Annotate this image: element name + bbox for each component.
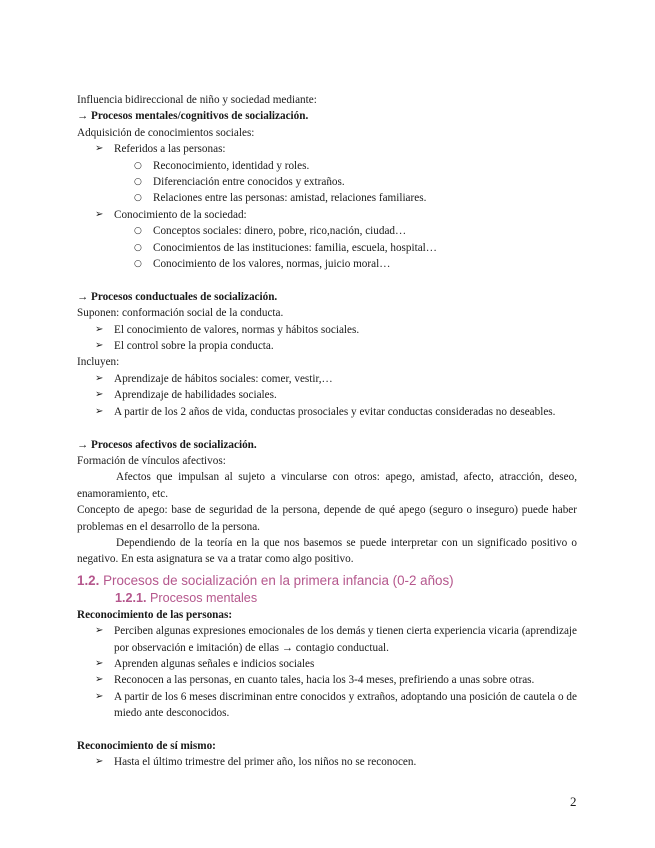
subsection-title: Reconocimiento de las personas:	[77, 608, 233, 621]
bullet-item: ➢ El conocimiento de valores, normas y hábitos sociales.	[77, 322, 577, 338]
bullet-item: ➢ Perciben algunas expresiones emocionales de los demás y tienen cierta experiencia vicaria (aprendizaje por observación e imitación) de ellas → contagio conductual.	[95, 625, 577, 654]
arrow-bullet-icon: ➢	[95, 208, 104, 220]
heading-1-2: 1.2. Procesos de socialización en la primera infancia (0-2 años)	[77, 572, 454, 588]
circle-bullet-icon: ○	[134, 177, 142, 188]
sub-bullet-item: ○ Conocimientos de las instituciones: familia, escuela, hospital…	[77, 240, 577, 256]
bullet-item: ➢ Reconocen a las personas, en cuanto tales, hacia los 3-4 meses, prefiriendo a unas sobre otras.	[77, 672, 577, 688]
sub-bullet-item: ○ Relaciones entre las personas: amistad, relaciones familiares.	[77, 190, 577, 206]
section-heading-conductuales: → Procesos conductuales de socialización.	[77, 290, 278, 303]
arrow-bullet-icon: ➢	[95, 690, 104, 702]
paragraph: Dependiendo de la teoría en la que nos basemos se puede interpretar con un significado positivo o negativo. En esta asignatura se va a tratar como algo positivo.	[77, 536, 577, 566]
sub-bullet-item: ○ Reconocimiento, identidad y roles.	[77, 158, 577, 174]
subsection-title: Reconocimiento de sí mismo:	[77, 739, 216, 752]
arrow-bullet-icon: ➢	[95, 143, 104, 155]
circle-bullet-icon: ○	[134, 226, 142, 237]
bullet-item: ➢ Hasta el último trimestre del primer año, los niños no se reconocen.	[77, 754, 577, 770]
arrow-bullet-icon: ➢	[95, 756, 104, 768]
arrow-bullet-icon: ➢	[95, 674, 104, 686]
section-lead: Adquisición de conocimientos sociales:	[77, 126, 255, 139]
arrow-bullet-icon: ➢	[95, 405, 104, 417]
section-lead: Formación de vínculos afectivos:	[77, 454, 226, 467]
bullet-item: ➢ El control sobre la propia conducta.	[77, 338, 577, 354]
arrow-bullet-icon: ➢	[95, 657, 104, 669]
spacer	[77, 420, 577, 436]
intro-text: Influencia bidireccional de niño y sociedad mediante:	[77, 94, 317, 106]
circle-bullet-icon: ○	[134, 242, 142, 253]
bullet-item: ➢ Referidos a las personas:	[77, 141, 577, 157]
bullet-item: ➢ Aprendizaje de habilidades sociales.	[77, 387, 577, 403]
section-heading-afectivos: → Procesos afectivos de socialización.	[77, 438, 257, 451]
page-number: 2	[570, 794, 577, 809]
arrow-bullet-icon: ➢	[95, 389, 104, 401]
arrow-bullet-icon: ➢	[95, 625, 104, 637]
arrow-bullet-icon: ➢	[95, 340, 104, 352]
circle-bullet-icon: ○	[134, 160, 142, 171]
bullet-item: ➢ Aprenden algunas señales e indicios sociales	[77, 656, 577, 672]
arrow-bullet-icon: ➢	[95, 372, 104, 384]
section-lead: Suponen: conformación social de la conducta.	[77, 307, 284, 320]
bullet-item: ➢ Conocimiento de la sociedad:	[77, 207, 577, 223]
sub-bullet-item: ○ Conceptos sociales: dinero, pobre, rico,nación, ciudad…	[77, 223, 577, 239]
arrow-bullet-icon: ➢	[95, 323, 104, 335]
spacer	[77, 722, 577, 738]
section-lead: Incluyen:	[77, 356, 120, 369]
bullet-item: ➢ A partir de los 2 años de vida, conductas prosociales y evitar conductas consideradas no deseables.	[77, 404, 577, 420]
paragraph: Concepto de apego: base de seguridad de la persona, depende de qué apego (seguro o inseguro) puede haber problemas en el desarrollo de la persona.	[77, 504, 577, 533]
circle-bullet-icon: ○	[134, 259, 142, 270]
bullet-item: ➢ A partir de los 6 meses discriminan entre conocidos y extraños, adoptando una posición de cautela o de miedo ante desconocidos.	[95, 690, 577, 720]
paragraph: Afectos que impulsan al sujeto a vincularse con otros: apego, amistad, afecto, atracción, deseo, enamoramiento, etc.	[77, 471, 577, 500]
spacer	[77, 272, 577, 288]
heading-1-2-1: 1.2.1. Procesos mentales	[115, 590, 258, 605]
circle-bullet-icon: ○	[134, 193, 142, 204]
sub-bullet-item: ○ Diferenciación entre conocidos y extraños.	[77, 174, 577, 190]
page-content	[77, 92, 577, 771]
section-heading-mentales: → Procesos mentales/cognitivos de socialización.	[77, 110, 309, 123]
bullet-item: ➢ Aprendizaje de hábitos sociales: comer, vestir,…	[77, 371, 577, 387]
sub-bullet-item: ○ Conocimiento de los valores, normas, juicio moral…	[77, 256, 577, 272]
